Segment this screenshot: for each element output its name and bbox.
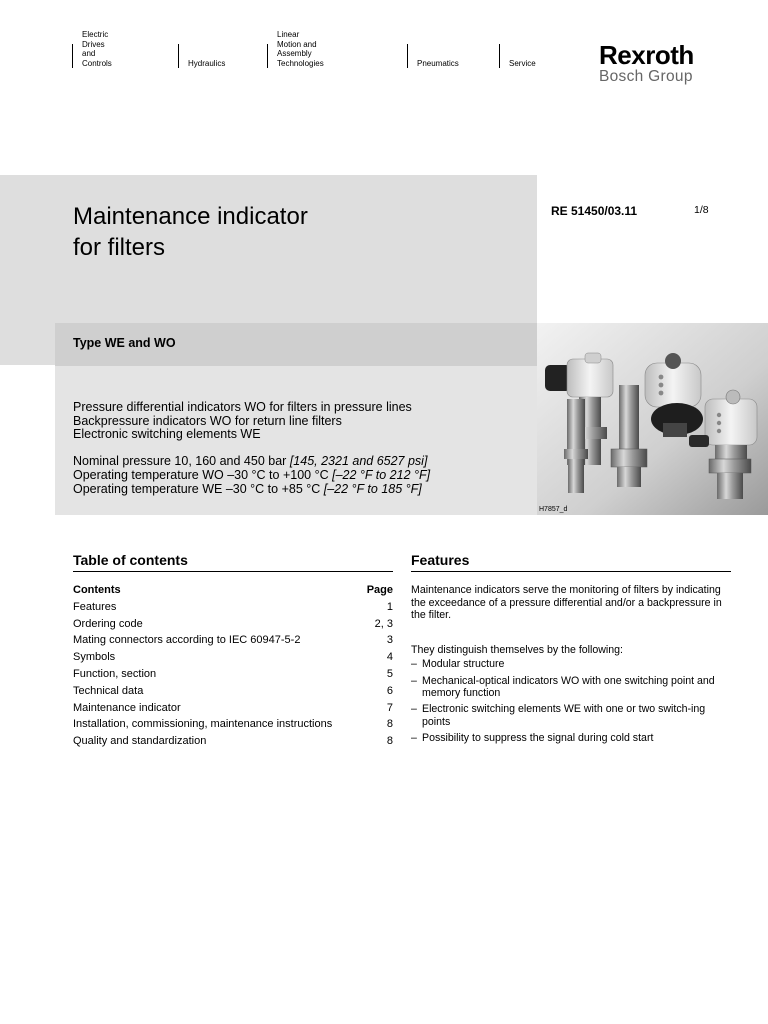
toc-entry-label: Function, section [73, 667, 157, 680]
toc-entry-label: Mating connectors according to IEC 60947-5-2 [73, 634, 301, 647]
table-of-contents [73, 582, 393, 750]
nav-pneumatics[interactable] [407, 44, 459, 68]
toc-entry-page: 8 [386, 735, 393, 748]
toc-row[interactable] [73, 599, 393, 616]
toc-entry-page: 4 [386, 651, 393, 664]
toc-entry-page: 5 [386, 667, 393, 680]
brand-sub: Bosch Group [599, 68, 693, 85]
toc-row[interactable] [73, 666, 393, 683]
rexroth-logo [599, 40, 694, 85]
toc-row[interactable] [73, 700, 393, 717]
nav-service[interactable] [499, 44, 536, 68]
toc-entry-page: 8 [386, 718, 393, 731]
feature-item: – Electronic switching elements WE with one or two switch-ing points [411, 703, 731, 728]
feature-item: – Possibility to suppress the signal during cold start [411, 732, 731, 745]
features-section [411, 584, 731, 748]
temp-we-line: Operating temperature WE –30 °C to +85 °C [–22 °F to 185 °F] [73, 481, 422, 496]
nav-label: Hydraulics [188, 58, 226, 68]
toc-entry-page: 3 [386, 634, 393, 647]
features-list [411, 658, 731, 744]
nav-label: Electric Drives and Controls [82, 30, 112, 68]
document-number: RE 51450/03.11 [551, 204, 638, 218]
pressure-line: Nominal pressure 10, 160 and 450 bar [145, 2321 and 6527 psi] [73, 454, 428, 469]
toc-row[interactable] [73, 632, 393, 649]
toc-heading: Table of contents [73, 552, 393, 572]
document-title: Maintenance indicator for filters [73, 203, 308, 261]
toc-row[interactable] [73, 649, 393, 666]
toc-entry-label: Ordering code [73, 617, 143, 630]
desc-line: Backpressure indicators WO for return line filters [73, 413, 342, 428]
nav-label: Pneumatics [417, 58, 459, 68]
toc-col-page: Page [366, 584, 393, 596]
toc-col-contents: Contents [73, 584, 121, 596]
toc-row[interactable] [73, 716, 393, 733]
temp-wo-line: Operating temperature WO –30 °C to +100 °C [–22 °F to 212 °F] [73, 467, 431, 482]
product-photo [537, 323, 768, 515]
product-description [73, 401, 430, 496]
features-lead: They distinguish themselves by the following: [411, 643, 623, 656]
nav-electric-drives[interactable] [72, 30, 112, 68]
toc-row[interactable] [73, 733, 393, 750]
toc-row[interactable] [73, 683, 393, 700]
nav-label: Service [509, 58, 536, 68]
nav-hydraulics[interactable] [178, 44, 225, 68]
toc-entry-label: Technical data [73, 684, 144, 697]
feature-item: – Mechanical-optical indicators WO with one switching point and memory function [411, 675, 731, 700]
brand-name: Rexroth [599, 40, 694, 70]
nav-linear-motion[interactable] [267, 30, 324, 68]
nav-label: Linear Motion and Assembly Technologies [277, 30, 324, 68]
toc-entry-label: Installation, commissioning, maintenance instructions [73, 718, 333, 731]
toc-entry-label: Quality and standardization [73, 735, 207, 748]
toc-entry-label: Maintenance indicator [73, 701, 181, 714]
photo-caption: H7857_d [539, 506, 568, 513]
feature-item: – Modular structure [411, 658, 731, 671]
toc-entry-page: 2, 3 [374, 617, 393, 630]
desc-line: Pressure differential indicators WO for filters in pressure lines [73, 400, 412, 414]
toc-entry-page: 6 [386, 684, 393, 697]
features-heading: Features [411, 552, 731, 572]
type-label: Type WE and WO [73, 336, 176, 350]
desc-line: Electronic switching elements WE [73, 427, 261, 442]
toc-entry-page: 1 [386, 600, 393, 613]
toc-entry-page: 7 [386, 701, 393, 714]
toc-entry-label: Symbols [73, 651, 116, 664]
page-number: 1/8 [694, 204, 709, 216]
toc-header-row [73, 582, 393, 599]
toc-entry-label: Features [73, 600, 117, 613]
features-intro: Maintenance indicators serve the monitoring of filters by indicating the exceedance of a pressure differential and/or a backpressure in the filter. [411, 584, 722, 622]
toc-row[interactable] [73, 616, 393, 633]
